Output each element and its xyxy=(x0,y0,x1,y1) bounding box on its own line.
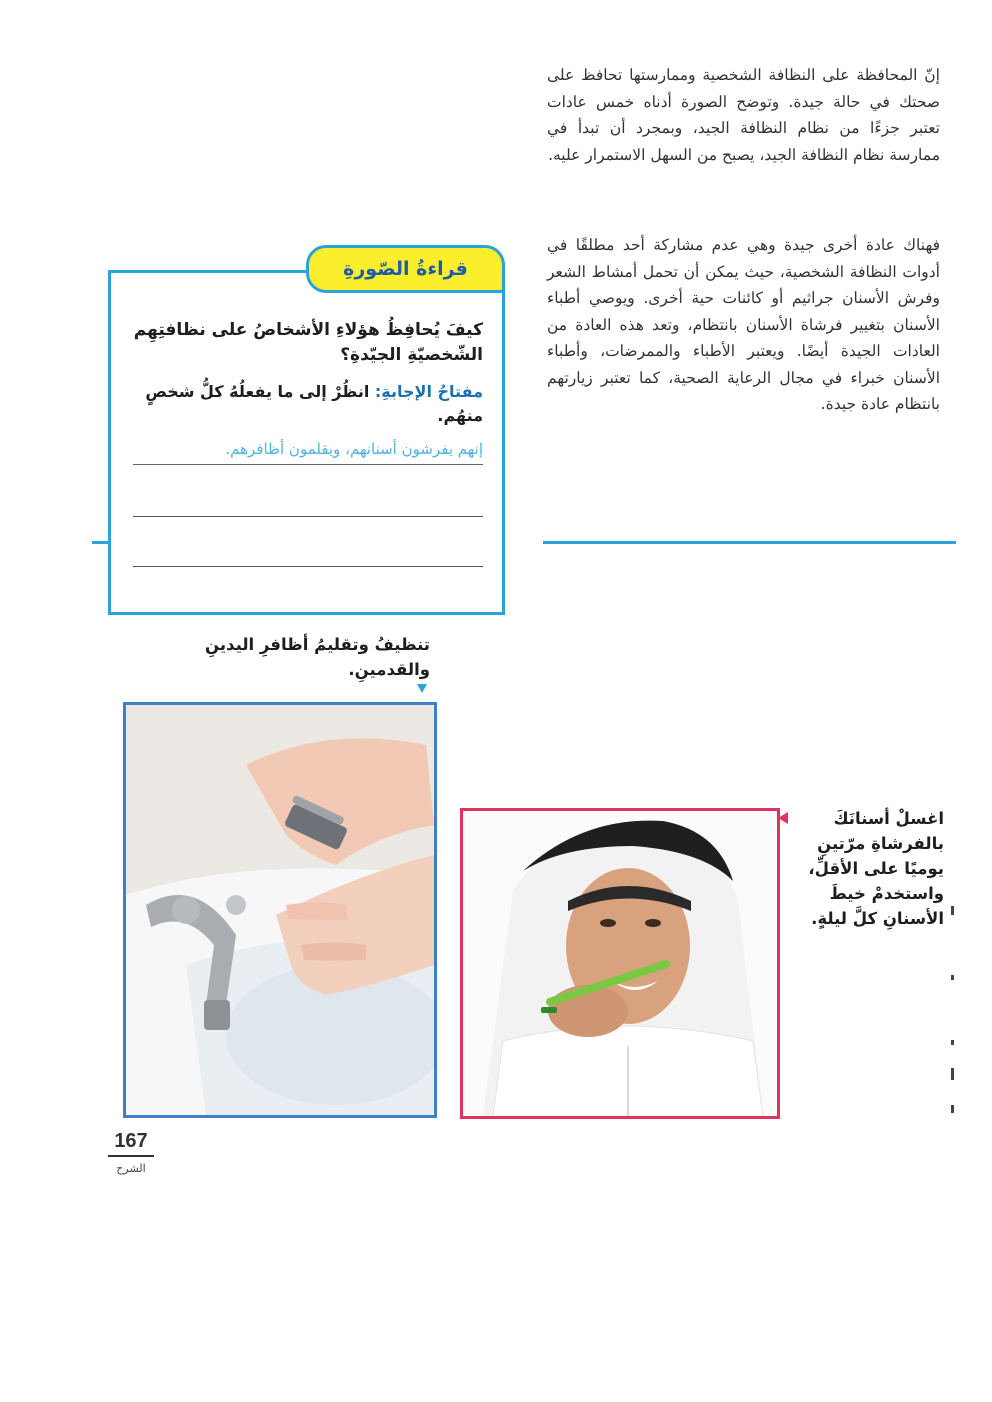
edge-mark xyxy=(951,975,954,980)
answer-hint xyxy=(133,380,483,428)
teeth-caption: اغسلْ أسنانَكَ بالفرشاةِ مرّتينِ يوميًا على الأقلِّ، واستخدمْ خيطَ الأسنانِ كلَّ ليلةٍ. xyxy=(808,809,944,928)
edge-mark xyxy=(951,1068,954,1080)
nail-caption: تنظيفُ وتقليمُ أظافرِ اليدينِ والقدمينِ. xyxy=(205,635,430,679)
answer-hint-text: انظُرْ إلى ما يفعلُهُ كلُّ شخصٍ منهُم. xyxy=(145,382,483,425)
second-paragraph: فهناك عادة أخرى جيدة وهي عدم مشاركة أحد مطلقًا في أدوات النظافة الشخصية، حيث يمكن أن تحمل أمشاط الشعر وفرش الأسنان جراثيم أو كائنات حية أخرى. ويوصي أطباء الأسنان بتغيير فرشاة الأسنان بانتظام، وتعد هذه العادة من العادات الجيدة أيضًا. ويعتبر الأطباء والممرضات، وأطباء الأسنان خبراء في مجال الرعاية الصحية، كما تعتبر زيارتهم بانتظام عادة جيدة. xyxy=(547,236,940,413)
nail-clipping-photo xyxy=(123,702,437,1118)
reading-question: كيفَ يُحافِظُ هؤلاءِ الأشخاصُ على نظافتِهِم الشّخصيّةِ الجيّدةِ؟ xyxy=(133,320,483,365)
edge-mark xyxy=(951,1040,954,1045)
arrow-down-icon xyxy=(417,684,427,693)
page-number: 167 xyxy=(108,1130,154,1157)
section-label: الشرح xyxy=(116,1162,146,1175)
reading-box-title: قراءةُ الصّورةِ xyxy=(306,245,505,293)
answer-line xyxy=(133,516,483,517)
tooth-brushing-illustration xyxy=(463,811,777,1116)
edge-mark xyxy=(951,1105,954,1113)
nail-clipping-illustration xyxy=(126,705,434,1115)
answer-hint-label: مفتاحُ الإجابةِ: xyxy=(374,382,483,401)
intro-paragraph: إنّ المحافظة على النظافة الشخصية وممارستها تحافظ على صحتك في حالة جيدة. وتوضح الصورة أدناه خمس عادات تعتبر جزءًا من نظام النظافة الجيد، وبمجرد أن تبدأ في ممارسة نظام النظافة الجيد، يصبح من السهل الاستمرار عليه. xyxy=(547,66,940,164)
answer-line-filled: إنهم يفرشون أسنانهم، ويقلمون أظافرهم. xyxy=(133,436,483,465)
answer-line xyxy=(133,566,483,567)
section-divider xyxy=(543,541,956,544)
tooth-brushing-photo xyxy=(460,808,780,1119)
edge-mark xyxy=(951,906,954,915)
